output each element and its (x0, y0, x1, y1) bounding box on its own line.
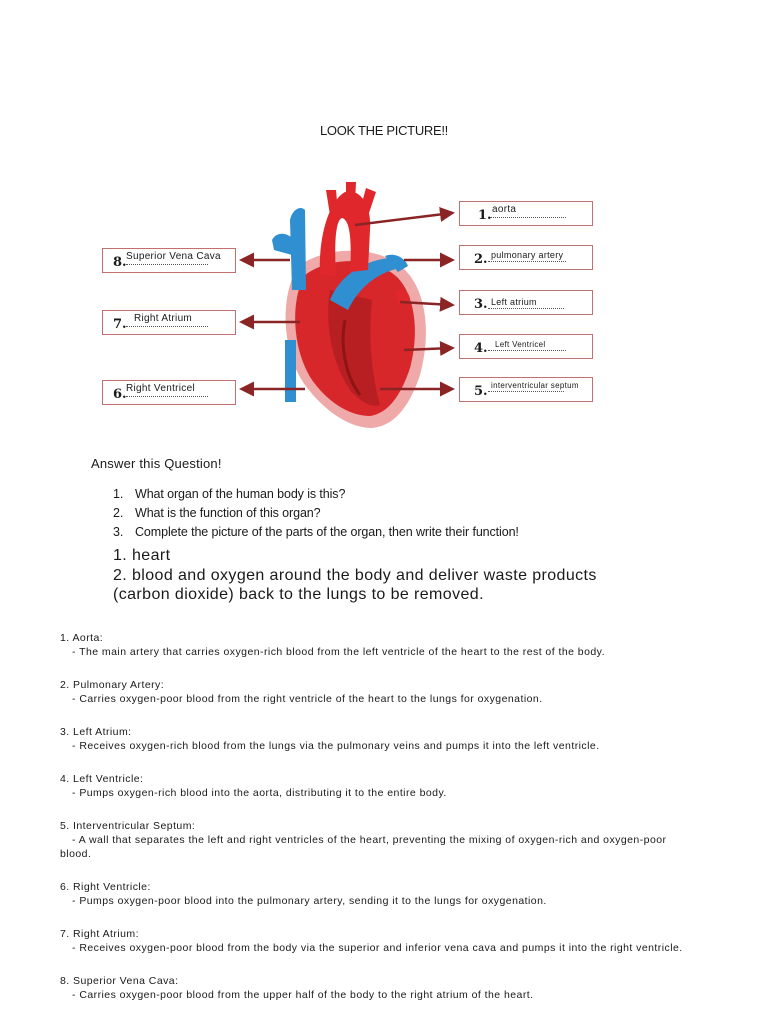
label-dotted-line (126, 264, 208, 265)
question-text: What is the function of this organ? (135, 506, 321, 520)
label-dotted-line (488, 261, 566, 262)
label-text: Right Atrium (134, 313, 193, 324)
definition-desc: - Pumps oxygen-poor blood into the pulmonary artery, sending it to the lungs for oxygenation. (72, 895, 547, 907)
label-number: 3. (474, 297, 488, 312)
list-item (60, 725, 700, 753)
heart-diagram (0, 180, 768, 440)
label-text: Right Ventricel (126, 383, 195, 394)
definition-desc: - Carries oxygen-poor blood from the right ventricle of the heart to the lungs for oxygenation. (72, 693, 543, 705)
definition-desc: - Receives oxygen-rich blood from the lungs via the pulmonary veins and pumps it into the left ventricle. (72, 740, 600, 752)
question-heading: Answer this Question! (91, 456, 222, 471)
page-title: LOOK THE PICTURE!! (320, 123, 448, 138)
label-box-aorta[interactable] (459, 201, 593, 226)
answer-1: 1. heart (113, 547, 171, 564)
definition-term: 5. Interventricular Septum: (60, 820, 196, 832)
label-dotted-line (488, 308, 564, 309)
label-dotted-line (126, 396, 208, 397)
label-text: aorta (492, 204, 517, 215)
vena-cava-shape (285, 340, 296, 402)
definition-term: 6. Right Ventricle: (60, 881, 151, 893)
list-item (60, 819, 700, 861)
definition-term: 4. Left Ventricle: (60, 773, 144, 785)
label-text: pulmonary artery (491, 250, 564, 260)
question-list (113, 485, 519, 542)
question-number: 2. (113, 506, 124, 520)
label-dotted-line (488, 391, 564, 392)
list-item (60, 974, 700, 1002)
list-item (60, 880, 700, 908)
label-box-right-ventricle[interactable] (102, 380, 236, 405)
label-number: 2. (474, 252, 488, 267)
label-dotted-line (126, 326, 208, 327)
label-text: Left Ventricel (495, 340, 546, 349)
list-item (60, 772, 700, 800)
definition-desc: - The main artery that carries oxygen-rich blood from the left ventricle of the heart to the rest of the body. (72, 646, 605, 658)
label-box-left-ventricle[interactable] (459, 334, 593, 359)
question-number: 3. (113, 525, 124, 539)
definition-term: 3. Left Atrium: (60, 726, 132, 738)
label-box-right-atrium[interactable] (102, 310, 236, 335)
definition-term: 2. Pulmonary Artery: (60, 679, 165, 691)
definition-term: 7. Right Atrium: (60, 928, 139, 940)
definition-term: 1. Aorta: (60, 632, 104, 644)
label-box-superior-vena-cava[interactable] (102, 248, 236, 273)
question-number: 1. (113, 487, 124, 501)
label-number: 5. (474, 384, 488, 399)
definition-desc: - Pumps oxygen-rich blood into the aorta, distributing it to the entire body. (72, 787, 447, 799)
definition-term: 8. Superior Vena Cava: (60, 975, 179, 987)
label-number: 7. (113, 317, 127, 332)
label-dotted-line (488, 350, 566, 351)
list-item (113, 504, 519, 523)
question-text: Complete the picture of the parts of the organ, then write their function! (135, 525, 519, 539)
list-item (60, 678, 700, 706)
list-item (113, 523, 519, 542)
label-box-left-atrium[interactable] (459, 290, 593, 315)
list-item (60, 631, 700, 659)
label-number: 6. (113, 387, 127, 402)
definition-desc: - Receives oxygen-poor blood from the body via the superior and inferior vena cava and pumps it into the right ventricle. (72, 942, 683, 954)
definition-desc: - A wall that separates the left and right ventricles of the heart, preventing the mixing of oxygen-rich and oxygen-poor blood. (60, 834, 667, 860)
list-item (60, 927, 700, 955)
definitions-list (60, 631, 700, 1021)
label-box-pulmonary-artery[interactable] (459, 245, 593, 270)
answer-2: 2. blood and oxygen around the body and deliver waste products (carbon dioxide) back to the lungs to be removed. (113, 566, 597, 603)
label-box-interventricular-septum[interactable] (459, 377, 593, 402)
definition-desc: - Carries oxygen-poor blood from the upper half of the body to the right atrium of the heart. (72, 989, 534, 1001)
label-number: 1. (478, 208, 492, 223)
question-text: What organ of the human body is this? (135, 487, 346, 501)
label-text: Superior Vena Cava (126, 251, 221, 262)
label-number: 8. (113, 255, 127, 270)
label-number: 4. (474, 341, 488, 356)
list-item (113, 485, 519, 504)
answer-block (113, 546, 633, 605)
label-text: interventricular septum (491, 381, 579, 390)
label-dotted-line (490, 217, 566, 218)
label-text: Left atrium (491, 297, 537, 307)
